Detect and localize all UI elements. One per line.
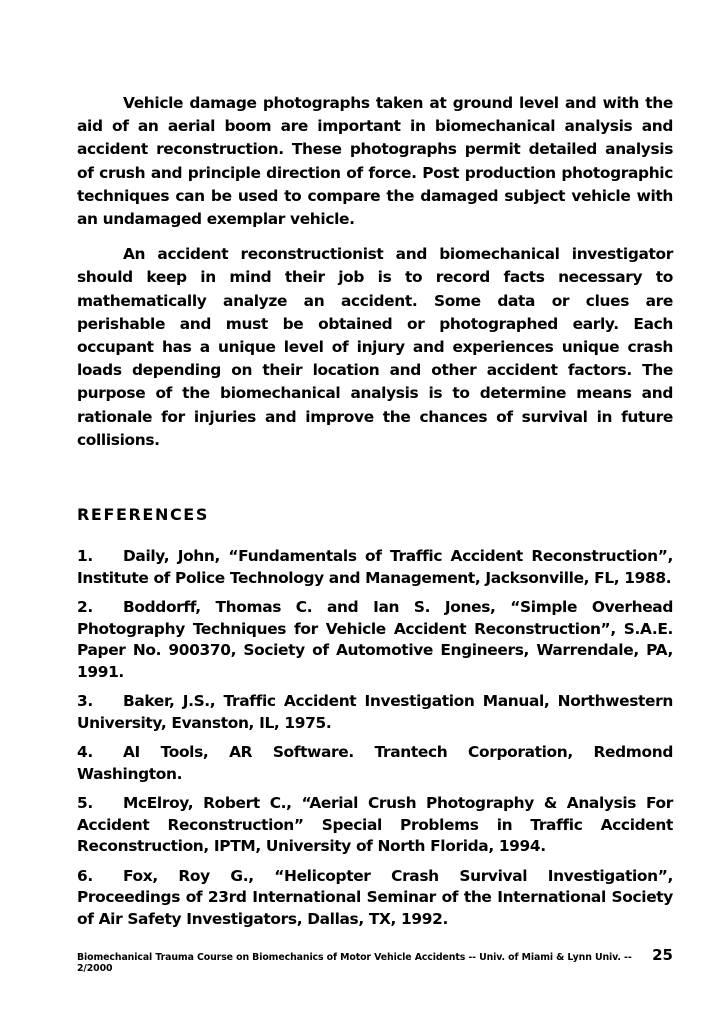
- body-paragraph: An accident reconstructionist and biomechanical investigator should keep in mind their job is to record facts necessary to mathematically analyze an accident. Some data or clues are perishable and must be obtained or photographed early. Each occupant has a unique level of injury and experiences unique crash loads depending on their location and other accident factors. The purpose of the biomechanical analysis is to determine means and rationale for injuries and improve the chances of survival in future collisions.: [77, 245, 673, 449]
- page-footer: [77, 946, 673, 974]
- reference-number: 6.: [77, 866, 93, 885]
- reference-number: 5.: [77, 794, 93, 813]
- reference-item: [77, 597, 673, 683]
- reference-item: [77, 742, 673, 785]
- reference-text: Boddorff, Thomas C. and Ian S. Jones, “Simple Overhead Photography Techniques for Vehicle Accident Reconstruction”, S.A.E. Paper No. 900370, Society of Automotive Engineers, Warrendale, PA, 1991.: [77, 598, 673, 681]
- reference-text: Daily, John, “Fundamentals of Traffic Accident Reconstruction”, Institute of Police Technology and Management, Jacksonville, FL, 1988.: [77, 547, 673, 587]
- reference-number: 4.: [77, 743, 93, 762]
- footer-text: Biomechanical Trauma Course on Biomechanics of Motor Vehicle Accidents -- Univ. of Miami & Lynn Univ. -- 2/2000: [77, 952, 632, 974]
- reference-number: 1.: [77, 547, 93, 566]
- reference-text: Fox, Roy G., “Helicopter Crash Survival Investigation”, Proceedings of 23rd International Seminar of the International Society of Air Safety Investigators, Dallas, TX, 1992.: [77, 866, 673, 928]
- reference-item: [77, 793, 673, 858]
- reference-number: 3.: [77, 692, 93, 711]
- reference-number: 2.: [77, 598, 93, 617]
- reference-item: [77, 546, 673, 589]
- reference-text: Baker, J.S., Traffic Accident Investigation Manual, Northwestern University, Evanston, IL, 1975.: [77, 692, 673, 732]
- reference-text: McElroy, Robert C., “Aerial Crush Photography & Analysis For Accident Reconstruction” Special Problems in Traffic Accident Reconstruction, IPTM, University of North Florida, 1994.: [77, 794, 673, 856]
- references-heading: REFERENCES: [77, 505, 209, 525]
- body-paragraph: Vehicle damage photographs taken at ground level and with the aid of an aerial boom are important in biomechanical analysis and accident reconstruction. These photographs permit detailed analysis of crush and principle direction of force. Post production photographic techniques can be used to compare the damaged subject vehicle with an undamaged exemplar vehicle.: [77, 94, 673, 229]
- reference-list: [77, 546, 673, 930]
- reference-item: [77, 866, 673, 931]
- page-body: [77, 92, 673, 938]
- page-number: 25: [652, 946, 673, 964]
- reference-item: [77, 691, 673, 734]
- reference-text: AI Tools, AR Software. Trantech Corporation, Redmond Washington.: [77, 743, 673, 783]
